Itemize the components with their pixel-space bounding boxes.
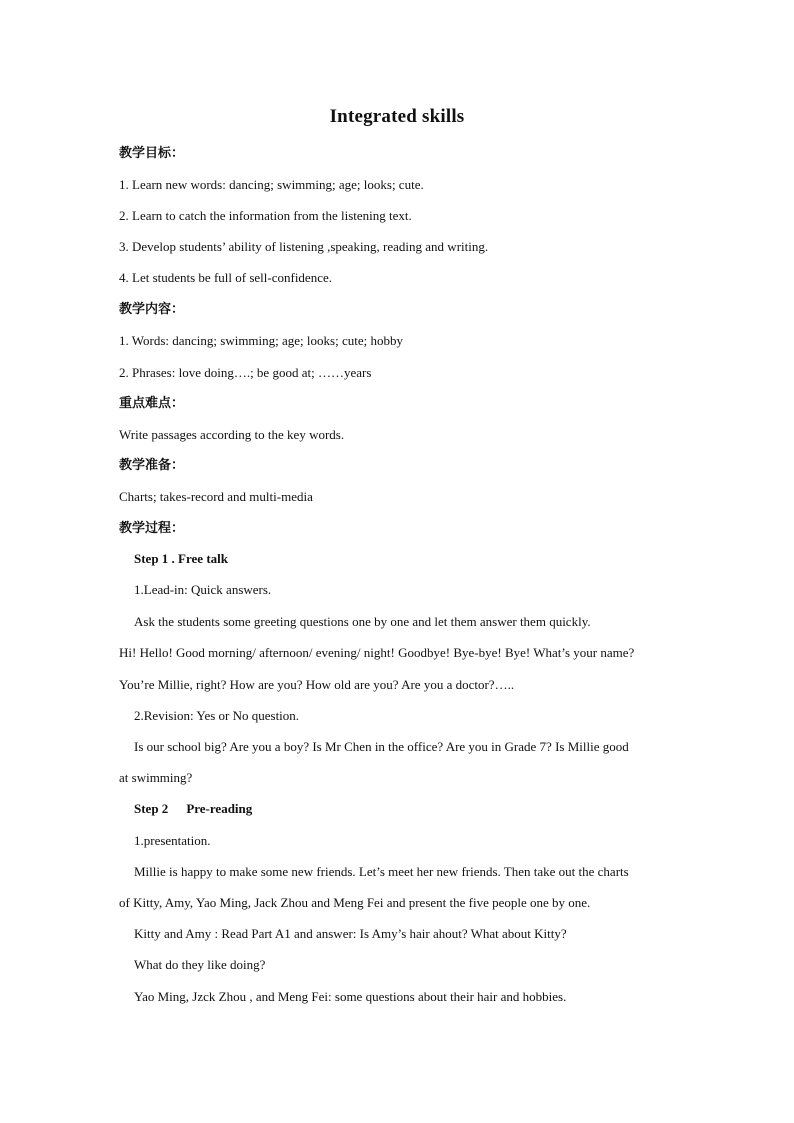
content-heading: 教学内容： <box>119 302 185 317</box>
step2-title-name: Pre-reading <box>186 801 253 816</box>
step2-paragraph: Yao Ming, Jzck Zhou , and Meng Fei: some questions about their hair and hobbies. <box>134 989 567 1004</box>
step1-lead-in: 1.Lead-in: Quick answers. <box>134 582 272 597</box>
objectives-heading: 教学目标： <box>119 146 185 161</box>
key-points-text: Write passages according to the key words. <box>119 427 345 442</box>
step1-revision: 2.Revision: Yes or No question. <box>134 708 300 723</box>
step1-greetings-line: Hi! Hello! Good morning/ afternoon/ evening/ night! Goodbye! Bye-bye! Bye! What’s your name? <box>119 645 635 660</box>
step2-paragraph: What do they like doing? <box>134 957 266 972</box>
step1-revision-questions: Is our school big? Are you a boy? Is Mr Chen in the office? Are you in Grade 7? Is Millie good <box>134 739 629 754</box>
process-heading: 教学过程： <box>119 521 185 536</box>
objective-item: 3. Develop students’ ability of listening ,speaking, reading and writing. <box>119 239 489 254</box>
objective-item: 4. Let students be full of sell-confidence. <box>119 270 332 285</box>
step2-paragraph: of Kitty, Amy, Yao Ming, Jack Zhou and Meng Fei and present the five people one by one. <box>119 895 591 910</box>
preparation-text: Charts; takes-record and multi-media <box>119 489 313 504</box>
key-points-heading: 重点难点： <box>119 396 185 411</box>
preparation-heading: 教学准备： <box>119 458 185 473</box>
content-item: 2. Phrases: love doing….; be good at; ……years <box>119 365 372 380</box>
step2-title <box>134 801 684 817</box>
step1-greetings-line: You’re Millie, right? How are you? How old are you? Are you a doctor?….. <box>119 677 515 692</box>
step1-title: Step 1 . Free talk <box>134 551 228 566</box>
step2-title-number: Step 2 <box>134 801 169 816</box>
objective-item: 1. Learn new words: dancing; swimming; age; looks; cute. <box>119 177 424 192</box>
step2-paragraph: Kitty and Amy : Read Part A1 and answer: Is Amy’s hair ahout? What about Kitty? <box>134 926 567 941</box>
document-title: Integrated skills <box>329 106 465 127</box>
step2-presentation: 1.presentation. <box>134 833 211 848</box>
step2-paragraph: Millie is happy to make some new friends. Let’s meet her new friends. Then take out the charts <box>134 864 629 879</box>
step1-lead-in-desc: Ask the students some greeting questions one by one and let them answer them quickly. <box>134 614 591 629</box>
objective-item: 2. Learn to catch the information from the listening text. <box>119 208 412 223</box>
step1-revision-questions: at swimming? <box>119 770 193 785</box>
content-item: 1. Words: dancing; swimming; age; looks; cute; hobby <box>119 333 403 348</box>
